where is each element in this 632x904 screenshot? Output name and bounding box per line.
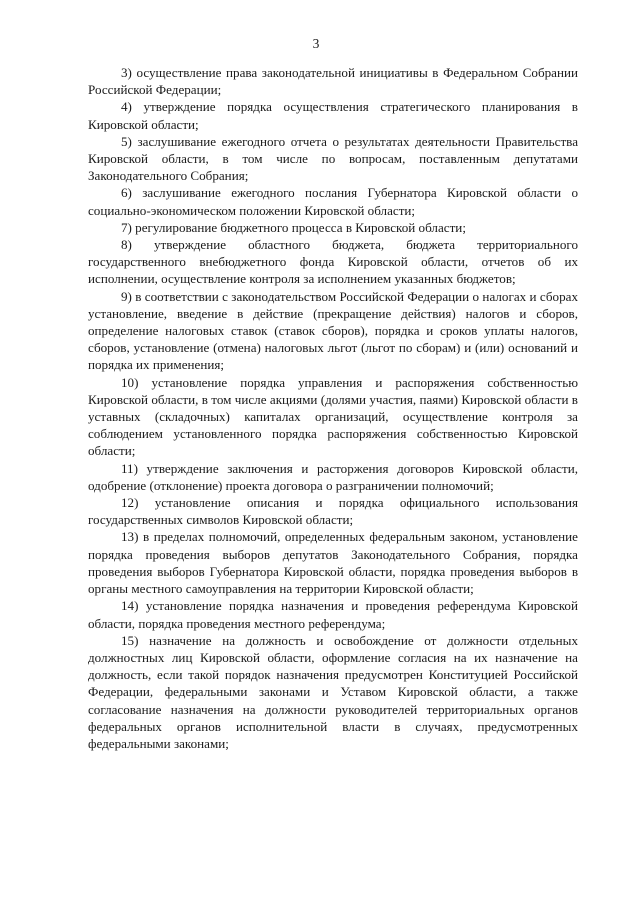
page-number: 3	[312, 36, 320, 51]
list-item-6: 6) заслушивание ежегодного послания Губернатора Кировской области о социально-экономическом положении Кировской области;	[88, 185, 578, 218]
list-item-12: 12) установление описания и порядка официального использования государственных символов Кировской области;	[88, 495, 578, 528]
list-item-7: 7) регулирование бюджетного процесса в Кировской области;	[121, 219, 466, 235]
list-item-11: 11) утверждение заключения и расторжения договоров Кировской области, одобрение (отклонение) проекта договора о разграничении полномочий;	[88, 460, 578, 493]
list-item-10: 10) установление порядка управления и распоряжения собственностью Кировской области, в том числе акциями (долями участия, паями) Кировской области в уставных (складочных) капиталах организаций, осуществление контроля за соблюдением установленного порядка распоряжения собственностью Кировской области;	[88, 374, 578, 459]
list-item-9: 9) в соответствии с законодательством Российской Федерации о налогах и сборах установление, введение в действие (прекращение действия) налогов и сборов, определение налоговых ставок (ставок сборов), порядка и сроков уплаты налогов, сборов, установление (отмена) налоговых льгот (льгот по сборам) и (или) оснований и порядка их применения;	[88, 288, 578, 373]
list-item-4: 4) утверждение порядка осуществления стратегического планирования в Кировской области;	[88, 99, 578, 132]
list-item-14: 14) установление порядка назначения и проведения референдума Кировской области, порядка проведения местного референдума;	[88, 598, 578, 631]
document-body	[88, 64, 578, 752]
list-item-8: 8) утверждение областного бюджета, бюджета территориального государственного внебюджетного фонда Кировской области, отчетов об их исполнении, осуществление контроля за исполнением указанных бюджетов;	[88, 237, 578, 287]
list-item-15: 15) назначение на должность и освобождение от должности отдельных должностных лиц Кировской области, оформление согласия на их назначение на должность, если такой порядок назначения предусмотрен Конституцией Российской Федерации, федеральными законами и Уставом Кировской области, а также согласование назначения на должности руководителей территориальных органов федеральных органов исполнительной власти в случаях, предусмотренных федеральными законами;	[88, 632, 578, 751]
list-item-3: 3) осуществление права законодательной инициативы в Федеральном Собрании Российской Федерации;	[88, 65, 578, 98]
list-item-13: 13) в пределах полномочий, определенных федеральным законом, установление порядка проведения выборов депутатов Законодательного Собрания, порядка проведения выборов Губернатора Кировской области, порядка проведения выборов в органы местного самоуправления на территории Кировской области;	[88, 529, 578, 597]
list-item-5: 5) заслушивание ежегодного отчета о результатах деятельности Правительства Кировской области, в том числе по вопросам, поставленным депутатами Законодательного Собрания;	[88, 133, 578, 184]
